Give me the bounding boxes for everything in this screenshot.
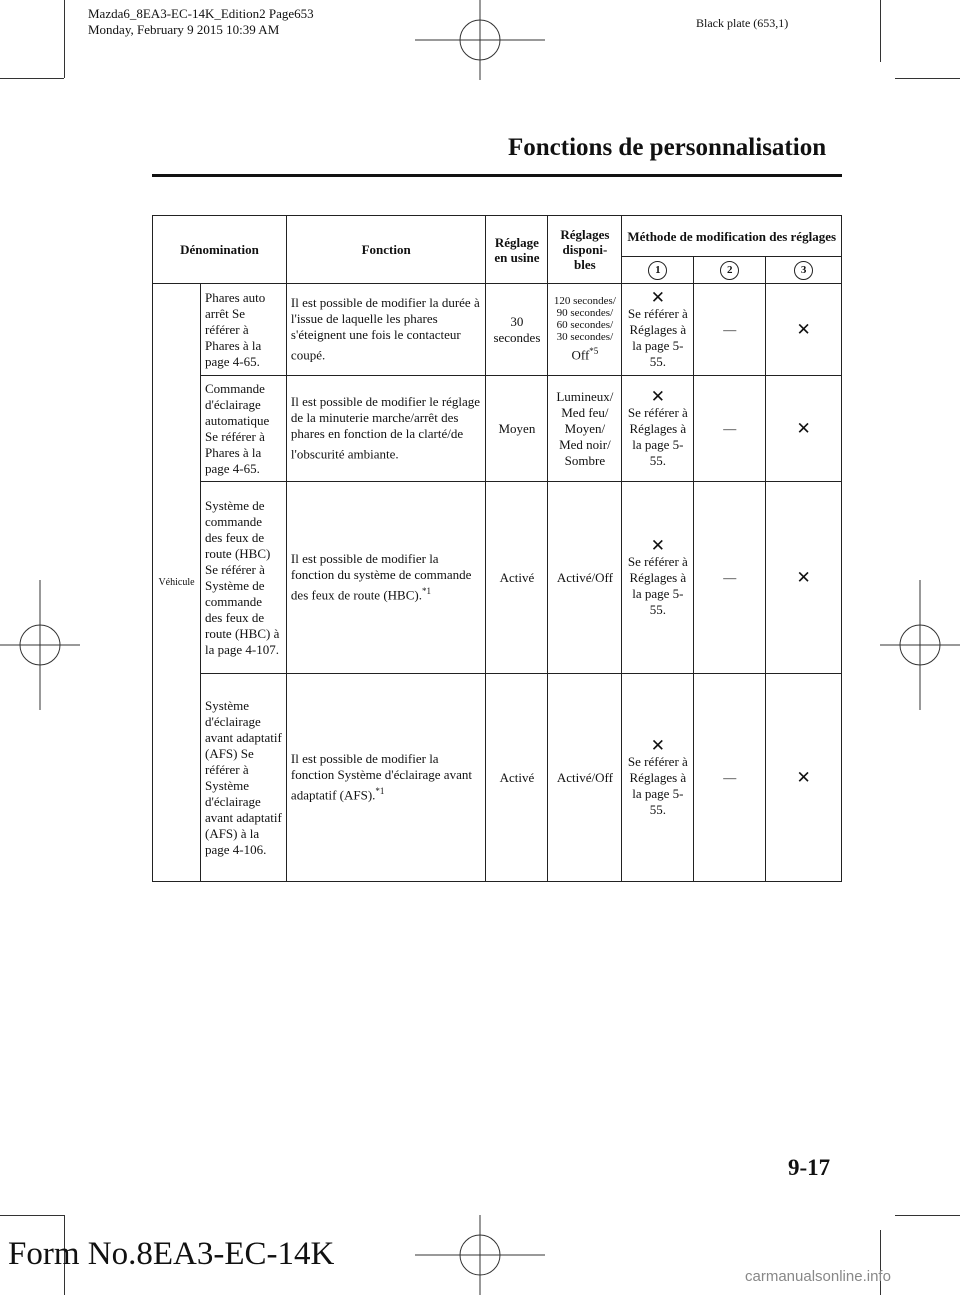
- title-rule: [152, 174, 842, 177]
- circled-1-icon: 1: [648, 261, 667, 280]
- cross-icon: ✕: [766, 482, 842, 674]
- row-options: Activé/Off: [548, 482, 622, 674]
- crop-mark: [895, 1215, 960, 1216]
- cross-icon: ✕: [650, 387, 665, 406]
- row-factory: Activé: [486, 482, 548, 674]
- row-function: Il est possible de modifier la fonction Système d'éclairage avant adaptatif (AFS).$^{*1}$: [286, 674, 486, 882]
- registration-mark-left: [0, 580, 80, 710]
- row-method-1: ✕ Se référer à Réglages à la page 5-55.: [622, 284, 694, 376]
- cross-icon: ✕: [766, 284, 842, 376]
- row-factory: 30 secondes: [486, 284, 548, 376]
- row-function: Il est possible de modifier la fonction du système de commande des feux de route (HBC).$^{*1}$: [286, 482, 486, 674]
- row-name: Système d'éclairage avant adaptatif (AFS) Se référer à Système d'éclairage avant adaptatif (AFS) à la page 4-106.: [200, 674, 286, 882]
- registration-mark-bottom: [415, 1215, 545, 1295]
- cross-icon: ✕: [650, 288, 665, 307]
- row-factory: Moyen: [486, 376, 548, 482]
- row-function: Il est possible de modifier le réglage de la minuterie marche/arrêt des phares en fonction de la clarté/de l'obscurité ambiante.: [286, 376, 486, 482]
- circled-2-icon: 2: [720, 261, 739, 280]
- row-name: Système de commande des feux de route (HBC) Se référer à Système de commande des feux de route (HBC) à la page 4-107.: [200, 482, 286, 674]
- row-options: Activé/Off: [548, 674, 622, 882]
- header-method-2: [694, 257, 766, 284]
- crop-mark: [64, 0, 65, 78]
- row-method-2: —: [694, 674, 766, 882]
- table-row: [153, 376, 842, 482]
- cross-icon: ✕: [650, 536, 665, 555]
- header-method-1: [622, 257, 694, 284]
- crop-mark: [895, 78, 960, 79]
- row-method-1: ✕ Se référer à Réglages à la page 5-55.: [622, 376, 694, 482]
- row-name: Commande d'éclairage automatique Se référer à Phares à la page 4-65.: [200, 376, 286, 482]
- customization-table: [152, 215, 842, 882]
- registration-mark-right: [880, 580, 960, 710]
- header-methode: Méthode de modification des réglages: [622, 216, 842, 257]
- page-number: 9-17: [788, 1155, 831, 1180]
- row-method-2: —: [694, 376, 766, 482]
- table-row: [153, 674, 842, 882]
- row-method-1: ✕ Se référer à Réglages à la page 5-55.: [622, 482, 694, 674]
- group-label-vehicule: Véhicule: [153, 284, 201, 882]
- row-options: 120 secondes/ 90 secondes/ 60 secondes/ 30 secondes/ Off$^{*5}$: [548, 284, 622, 376]
- print-meta-date: Monday, February 9 2015 10:39 AM: [88, 22, 280, 37]
- plate-label: Black plate (653,1): [696, 16, 789, 30]
- table-row: [153, 482, 842, 674]
- row-options: Lumineux/ Med feu/ Moyen/ Med noir/ Sombre: [548, 376, 622, 482]
- header-method-3: [766, 257, 842, 284]
- registration-mark-top: [415, 0, 545, 80]
- header-denomination: Dénomination: [153, 216, 287, 284]
- crop-mark: [0, 1215, 64, 1216]
- cross-icon: ✕: [650, 736, 665, 755]
- crop-mark: [880, 0, 881, 62]
- row-method-1: ✕ Se référer à Réglages à la page 5-55.: [622, 674, 694, 882]
- table-row: [153, 284, 842, 376]
- table-header-row: [153, 216, 842, 257]
- print-meta: [88, 6, 314, 38]
- watermark: carmanualsonline.info: [745, 1268, 891, 1285]
- row-function: Il est possible de modifier la durée à l'issue de laquelle les phares s'éteignent une fois le contacteur coupé.: [286, 284, 486, 376]
- print-meta-file: Mazda6_8EA3-EC-14K_Edition2 Page653: [88, 6, 314, 21]
- row-method-2: —: [694, 482, 766, 674]
- cross-icon: ✕: [766, 376, 842, 482]
- row-factory: Activé: [486, 674, 548, 882]
- header-reglage-usine: Réglage en usine: [486, 216, 548, 284]
- crop-mark: [880, 1230, 881, 1295]
- cross-icon: ✕: [766, 674, 842, 882]
- section-title: Fonctions de personnalisation: [508, 134, 827, 161]
- crop-mark: [0, 78, 64, 79]
- row-method-2: —: [694, 284, 766, 376]
- header-fonction: Fonction: [286, 216, 486, 284]
- circled-3-icon: 3: [794, 261, 813, 280]
- header-reglages-disponibles: Réglages disponi- bles: [548, 216, 622, 284]
- form-number: Form No.8EA3-EC-14K: [8, 1236, 335, 1272]
- row-name: Phares auto arrêt Se référer à Phares à la page 4-65.: [200, 284, 286, 376]
